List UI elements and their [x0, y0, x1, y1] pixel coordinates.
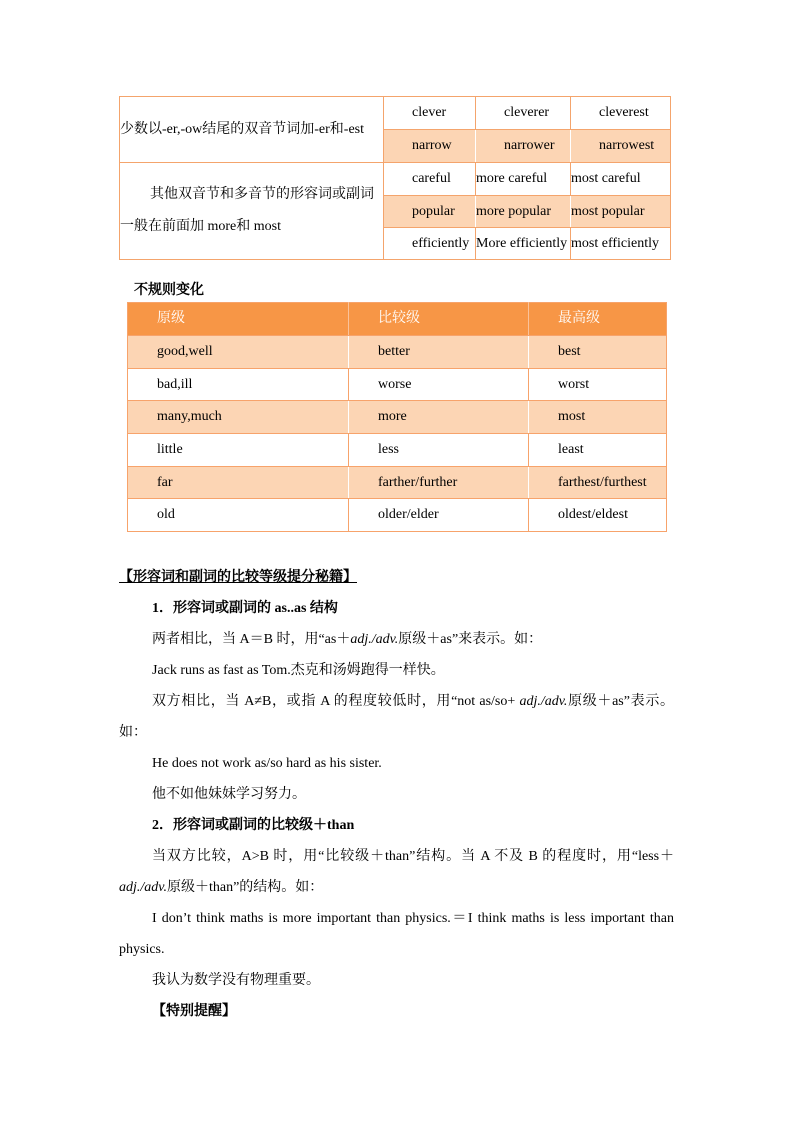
rule-text: 两者相比，当 A＝B 时，用“as＋ — [152, 632, 351, 647]
rule-italic-term: adj./adv. — [119, 880, 167, 895]
positive-cell: many,much — [128, 401, 349, 434]
table-row — [128, 499, 667, 532]
comparative-cell: narrower — [476, 130, 571, 163]
rule-unequal — [119, 686, 674, 717]
rule-cell-er-est — [120, 97, 384, 163]
example-unequal-cn: 他不如他妹妹学习努力。 — [152, 787, 306, 802]
comparative-cell: less — [349, 434, 529, 467]
superlative-cell: farthest/furthest — [529, 467, 667, 499]
tips-heading: 【形容词和副词的比较等级提分秘籍】 — [119, 570, 357, 585]
positive-cell: far — [128, 467, 349, 499]
table-row — [128, 401, 667, 434]
table-row — [128, 434, 667, 467]
rule-text: 原级＋than”的结构。如： — [166, 880, 324, 895]
superlative-cell: most — [529, 401, 667, 434]
rule-cell-more-most — [120, 163, 384, 260]
comparative-cell: More efficiently — [476, 228, 571, 260]
rule-text-line: 一般在前面加 more和 most — [120, 219, 281, 234]
rule-italic-term: adj./adv. — [519, 694, 568, 709]
comparative-cell: better — [349, 336, 529, 369]
tips-heading-line — [119, 562, 674, 593]
example-equal: Jack runs as fast as Tom.杰克和汤姆跑得一样快。 — [152, 663, 445, 678]
table-row — [120, 97, 671, 130]
positive-cell: clever — [384, 97, 476, 130]
comparative-cell: cleverer — [476, 97, 571, 130]
positive-cell: bad,ill — [128, 369, 349, 401]
irregular-forms-title: 不规则变化 — [134, 283, 204, 298]
superlative-cell: most popular — [571, 196, 671, 228]
rule-unequal-continued: 如： — [119, 725, 147, 740]
superlative-cell: most careful — [571, 163, 671, 196]
positive-cell: good,well — [128, 336, 349, 369]
comparative-cell: more careful — [476, 163, 571, 196]
example-than-en-continued: physics. — [119, 942, 165, 957]
comparative-cell: more popular — [476, 196, 571, 228]
table-row — [128, 369, 667, 401]
superlative-cell: worst — [529, 369, 667, 401]
comparative-cell: worse — [349, 369, 529, 401]
comparative-cell: older/elder — [349, 499, 529, 532]
tips-section — [119, 562, 674, 1027]
table-row — [120, 163, 671, 196]
rule-text: 双方相比，当 A≠B，或指 A 的程度较低时，用“not as/so+ — [152, 694, 520, 709]
superlative-cell: oldest/eldest — [529, 499, 667, 532]
special-reminder-heading: 【特别提醒】 — [152, 1004, 236, 1019]
rule-than-continued — [119, 872, 674, 903]
header-positive: 原级 — [128, 303, 349, 336]
irregular-forms-table — [127, 302, 667, 532]
rule-text: 少数以-er,-ow结尾的双音节词加-er和-est — [120, 121, 365, 137]
example-than-en: I don’t think maths is more important than physics.＝I think maths is less important than — [152, 911, 674, 926]
rule-text-line: 其他双音节和多音节的形容词或副词 — [150, 187, 374, 202]
rule-equal — [119, 624, 674, 655]
header-comparative: 比较级 — [349, 303, 529, 336]
example-than-cn: 我认为数学没有物理重要。 — [152, 973, 320, 988]
positive-cell: popular — [384, 196, 476, 228]
superlative-cell: narrowest — [571, 130, 671, 163]
positive-cell: little — [128, 434, 349, 467]
rule-italic-term: adj./adv. — [350, 632, 399, 647]
comparative-cell: farther/further — [349, 467, 529, 499]
positive-cell: narrow — [384, 130, 476, 163]
rule-text: 原级＋as”来表示。如： — [398, 632, 543, 647]
table-row — [128, 467, 667, 499]
table-header-row — [128, 303, 667, 336]
superlative-cell: best — [529, 336, 667, 369]
positive-cell: efficiently — [384, 228, 476, 260]
superlative-cell: cleverest — [571, 97, 671, 130]
comparative-cell: more — [349, 401, 529, 434]
superlative-cell: least — [529, 434, 667, 467]
positive-cell: careful — [384, 163, 476, 196]
superlative-cell: most efficiently — [571, 228, 671, 260]
section1-title: 1．形容词或副词的 as..as 结构 — [152, 601, 338, 616]
rule-text: 原级＋as”表示。 — [567, 694, 674, 709]
comparison-rules-table — [119, 96, 671, 260]
header-superlative: 最高级 — [529, 303, 667, 336]
positive-cell: old — [128, 499, 349, 532]
section2-title: 2．形容词或副词的比较级＋than — [152, 818, 355, 833]
table-row — [128, 336, 667, 369]
example-unequal-en: He does not work as/so hard as his sister. — [152, 756, 382, 771]
rule-than: 当双方比较，A>B 时，用“比较级＋than”结构。当 A 不及 B 的程度时，用“less＋ — [152, 849, 674, 864]
